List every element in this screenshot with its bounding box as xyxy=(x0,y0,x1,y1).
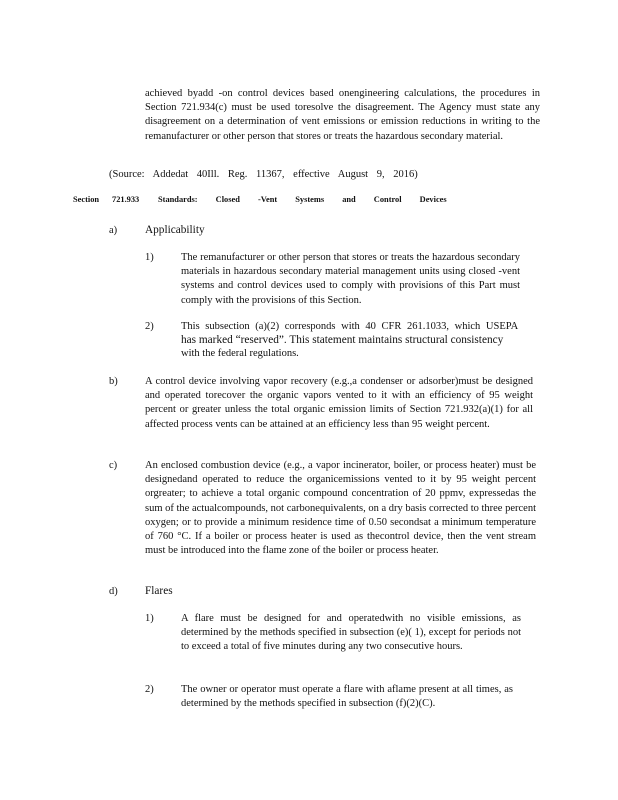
continuation-paragraph: achieved byadd -on control devices based onengineering calculations, the procedures in Section 721.934(c) must be used toresolve the disagreement. The Agency must state any disagreement on a determination of vent emissions or emission reductions in writing to the remanufacturer or other person that stores or treats the hazardous secondary material. xyxy=(145,88,540,142)
subitem-text-d1: A flare must be designed for and operatedwith no visible emissions, as determined by the methods specified in subsection (e)( 1), except for periods not to exceed a total of five minutes during any two consecutive hours. xyxy=(181,613,521,653)
subitem-text-d2: The owner or operator must operate a flare with aflame present at all times, as determined by the methods specified in subsection (f)(2)(C). xyxy=(181,684,513,710)
item-label-d: d) xyxy=(109,586,118,597)
section-number: 721.933 xyxy=(112,195,140,204)
item-text-c: An enclosed combustion device (e.g., a vapor incinerator, boiler, or process heater) must be designedand operated to reduce the organicemissions vented to it by 95 weight percent orgreater; to achieve a total organic compound concentration of 20 ppmv, expressedas the sum of the actualcompounds, not carbonequivalents, on a dry basis corrected to three percent oxygen; or to provide a minimum residence time of 0.50 secondsat a minimum temperature of 760 °C. If a boiler or process heater is used as thecontrol device, then the vent stream must be introduced into the flame zone of the boiler or process heater. xyxy=(145,460,536,557)
source-note: (Source: Addedat 40Ill. Reg. 11367, effective August 9, 2016) xyxy=(109,169,418,180)
subitem-label-d1: 1) xyxy=(145,613,154,624)
item-label-c: c) xyxy=(109,460,118,471)
subitem-label-a2: 2) xyxy=(145,321,154,332)
subitem-text-a2-line2: has marked “reserved”. This statement maintains structural consistency xyxy=(181,334,504,346)
subitem-text-a2-line1: This subsection (a)(2) corresponds with 40 CFR 261.1033, which USEPA xyxy=(181,321,519,332)
subitem-text-a2-line3: with the federal regulations. xyxy=(181,348,299,359)
item-label-b: b) xyxy=(109,376,118,387)
subitem-label-d2: 2) xyxy=(145,684,154,695)
item-heading-flares: Flares xyxy=(145,585,173,597)
item-label-a: a) xyxy=(109,225,118,236)
section-word: Section xyxy=(73,195,100,204)
section-title: Standards: Closed -Vent Systems and Control Devices xyxy=(158,195,447,204)
subitem-text-a1: The remanufacturer or other person that stores or treats the hazardous secondary materials in hazardous secondary material management units using closed -vent systems and control devices used to comply with provisions of this Part must comply with the provisions of this Section. xyxy=(181,252,520,306)
item-text-b: A control device involving vapor recovery (e.g.,a condenser or adsorber)must be designed and operated torecover the organic vapors vented to it with an efficiency of 95 weight percent or greater unless the total organic emission limits of Section 721.932(a)(1) for all affected process vents can be attained at an efficiency less than 95 weight percent. xyxy=(145,376,533,430)
subitem-label-a1: 1) xyxy=(145,252,154,263)
item-heading-applicability: Applicability xyxy=(145,224,205,236)
